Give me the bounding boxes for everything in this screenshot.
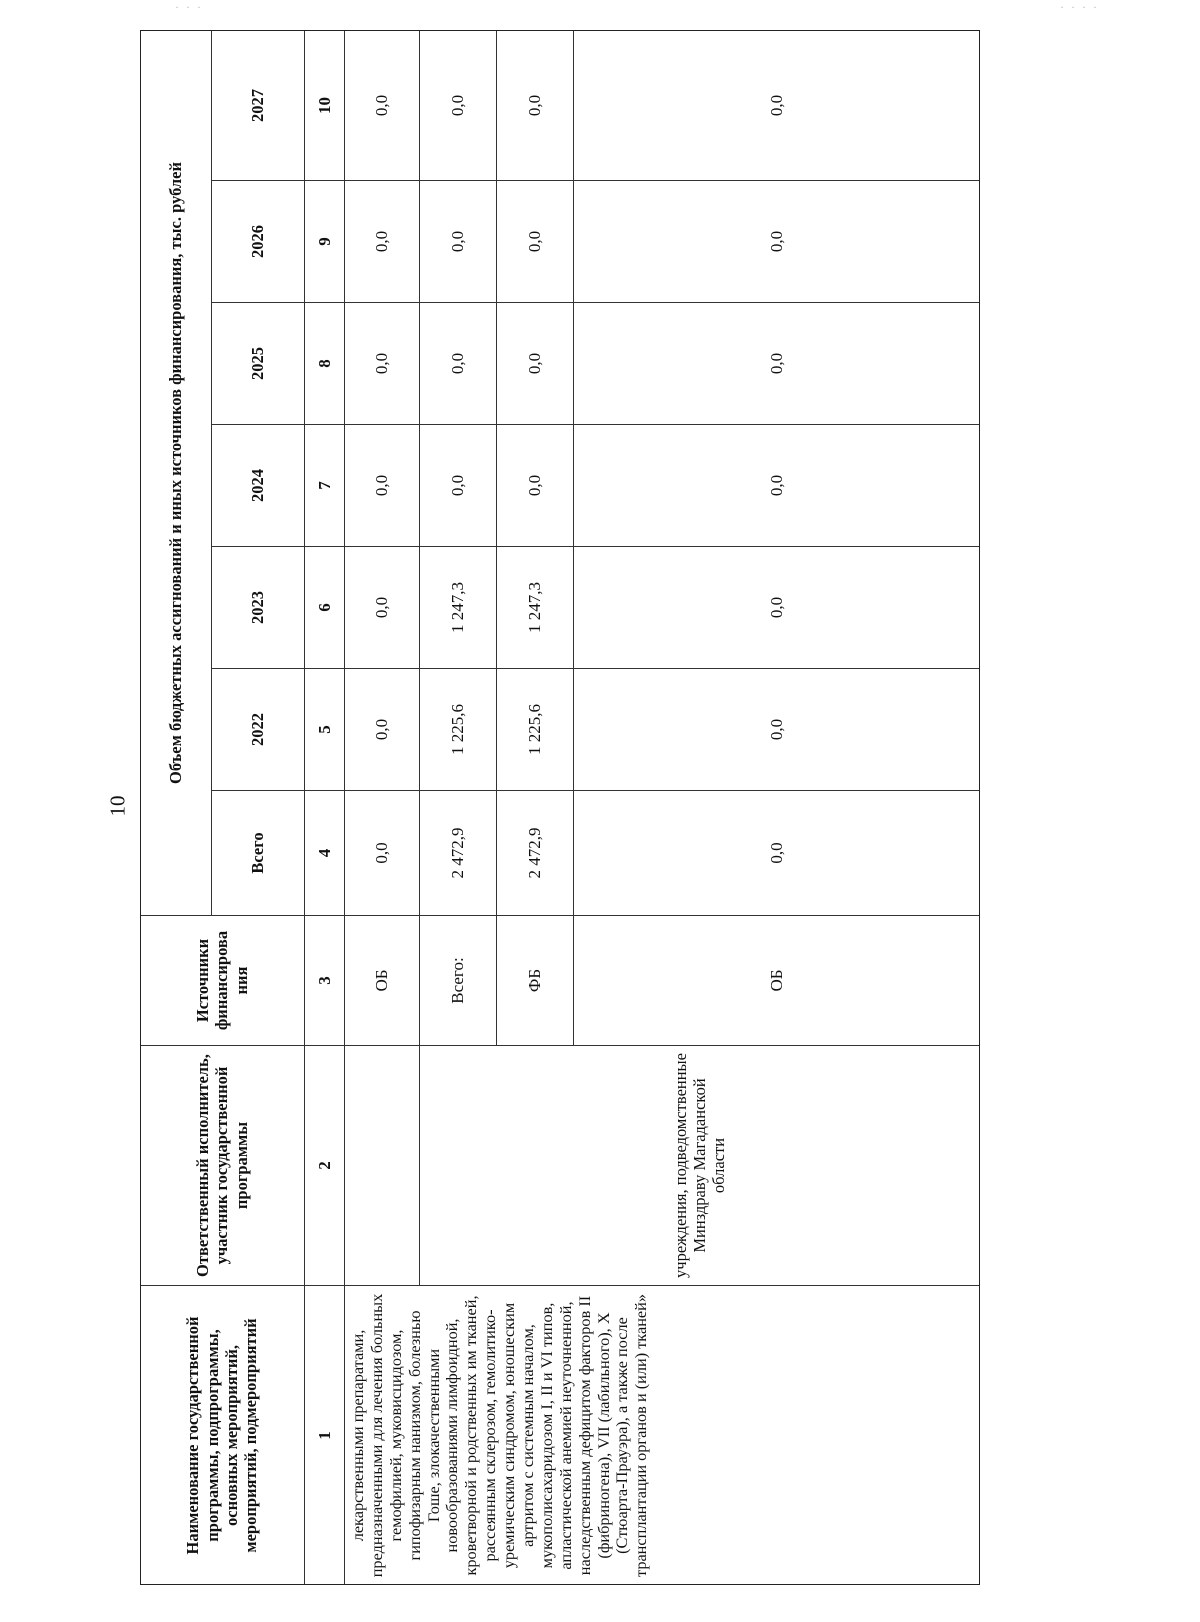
header-volume: Объем бюджетных ассигнований и иных источников финансирования, тыс. рублей <box>140 30 212 915</box>
row1-source: ОБ <box>345 915 420 1045</box>
row4-2027: 0,0 <box>574 30 980 180</box>
page-number: 10 <box>105 795 130 817</box>
header-col3: Источники финансирова ния <box>140 915 305 1045</box>
row1-2025: 0,0 <box>345 302 420 424</box>
executor-cell: учреждения, подведомственные Минздраву Магаданской области <box>420 1045 980 1285</box>
measure-description: лекарственными препаратами, предназначенными для лечения больных гемофилией, муковисцидозом, гипофизарным нанизмом, болезнью Гоше, злокачественными новообразованиями лимфоидной, кроветворной и родственных им тканей, рассеянным склерозом, гемолитико-уремическим синдромом, юношеским артритом с системным началом, мукополисахаридозом I, II и VI типов, апластической анемией неуточненной, наследственным дефицитом факторов II (фибриногена), VII (лабильного), X (Стюарта-Прауэра), а также после трансплантации органов и (или) тканей» <box>345 1285 980 1585</box>
header-year-2023: 2023 <box>212 546 305 668</box>
executor-empty-cell <box>345 1045 420 1285</box>
row4-total: 0,0 <box>574 790 980 915</box>
col-num-4: 4 <box>305 790 345 915</box>
scan-mark-left: · · · <box>175 0 203 14</box>
budget-table <box>140 30 980 1585</box>
row1-2027: 0,0 <box>345 30 420 180</box>
row2-total: 2 472,9 <box>420 790 497 915</box>
row4-2023: 0,0 <box>574 546 980 668</box>
row1-2026: 0,0 <box>345 180 420 302</box>
header-year-total: Всего <box>212 790 305 915</box>
row1-2022: 0,0 <box>345 668 420 790</box>
col-num-8: 8 <box>305 302 345 424</box>
row1-total: 0,0 <box>345 790 420 915</box>
row4-2026: 0,0 <box>574 180 980 302</box>
row1-2024: 0,0 <box>345 424 420 546</box>
col-num-2: 2 <box>305 1045 345 1285</box>
row1-2023: 0,0 <box>345 546 420 668</box>
row3-2026: 0,0 <box>497 180 574 302</box>
col-num-3: 3 <box>305 915 345 1045</box>
row3-2023: 1 247,3 <box>497 546 574 668</box>
row3-2022: 1 225,6 <box>497 668 574 790</box>
row4-2024: 0,0 <box>574 424 980 546</box>
row2-2023: 1 247,3 <box>420 546 497 668</box>
header-col2: Ответственный исполнитель, участник государственной программы <box>140 1045 305 1285</box>
row2-2022: 1 225,6 <box>420 668 497 790</box>
col-num-5: 5 <box>305 668 345 790</box>
row3-2025: 0,0 <box>497 302 574 424</box>
header-year-2024: 2024 <box>212 424 305 546</box>
row4-2025: 0,0 <box>574 302 980 424</box>
scan-mark-right: · · · · <box>1060 0 1099 14</box>
col-num-7: 7 <box>305 424 345 546</box>
row3-2027: 0,0 <box>497 30 574 180</box>
header-year-2026: 2026 <box>212 180 305 302</box>
col-num-6: 6 <box>305 546 345 668</box>
row4-2022: 0,0 <box>574 668 980 790</box>
col-num-1: 1 <box>305 1285 345 1585</box>
header-year-2022: 2022 <box>212 668 305 790</box>
row2-2026: 0,0 <box>420 180 497 302</box>
row2-2024: 0,0 <box>420 424 497 546</box>
row4-source: ОБ <box>574 915 980 1045</box>
header-col1: Наименование государственной программы, подпрограммы, основных мероприятий, мероприятий, подмероприятий <box>140 1285 305 1585</box>
row2-2025: 0,0 <box>420 302 497 424</box>
row3-source: ФБ <box>497 915 574 1045</box>
header-year-2025: 2025 <box>212 302 305 424</box>
row3-2024: 0,0 <box>497 424 574 546</box>
row2-source: Всего: <box>420 915 497 1045</box>
row3-total: 2 472,9 <box>497 790 574 915</box>
col-num-9: 9 <box>305 180 345 302</box>
row2-2027: 0,0 <box>420 30 497 180</box>
header-year-2027: 2027 <box>212 30 305 180</box>
col-num-10: 10 <box>305 30 345 180</box>
